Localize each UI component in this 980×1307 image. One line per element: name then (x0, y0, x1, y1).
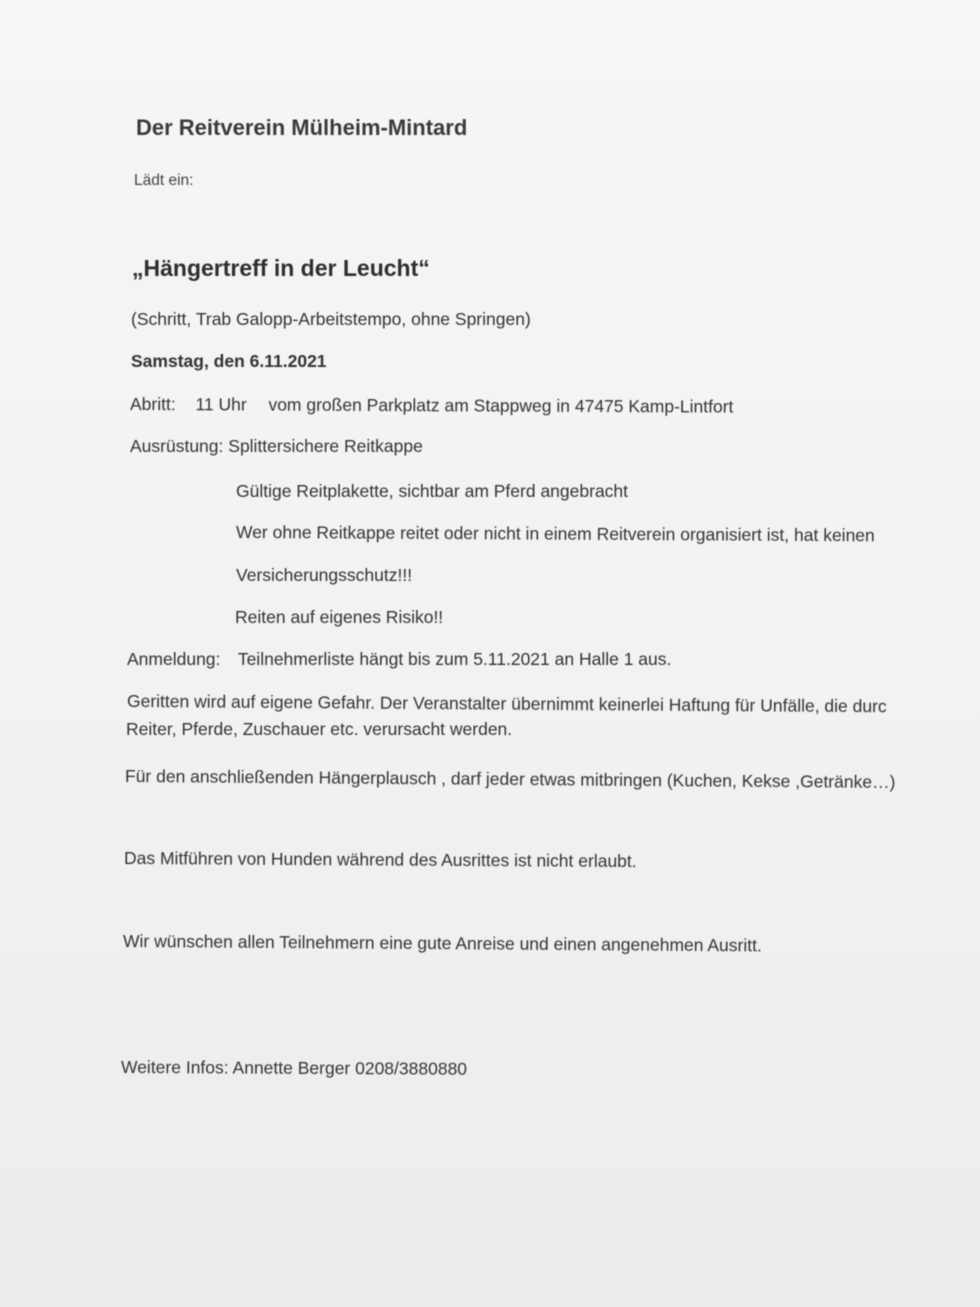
equipment-item: Reiten auf eigenes Risiko!! (235, 607, 444, 627)
departure-time: 11 Uhr (195, 394, 247, 415)
club-title: Der Reitverein Mülheim-Mintard (136, 115, 468, 140)
contact-text: Weitere Infos: Annette Berger 0208/3880880 (120, 1057, 468, 1079)
wishes-text: Wir wünschen allen Teilnehmern eine gute Anreise und einen angenehmen Ausritt. (122, 931, 762, 956)
dogs-text: Das Mitführen von Hunden während des Ausrittes ist nicht erlaubt. (123, 848, 637, 872)
equipment-line (130, 435, 423, 457)
registration-text: Teilnehmerliste hängt bis zum 5.11.2021 an Halle 1 aus. (237, 649, 672, 669)
registration-line (127, 648, 671, 670)
equipment-item: Wer ohne Reitkappe reitet oder nicht in einem Reitverein organisiert ist, hat keinen (235, 522, 875, 546)
equipment-item: Gültige Reitplakette, sichtbar am Pferd angebracht (236, 481, 629, 501)
event-subtitle: (Schritt, Trab Galopp-Arbeitstempo, ohne Springen) (131, 309, 531, 329)
event-date: Samstag, den 6.11.2021 (131, 351, 327, 371)
liability-line: Reiter, Pferde, Zuschauer etc. verursacht werden. (126, 719, 513, 739)
liability-line: Geritten wird auf eigene Gefahr. Der Veranstalter übernimmt keinerlei Haftung für Unfälle, die durc (126, 691, 887, 717)
equipment-label: Ausrüstung: (130, 436, 224, 456)
after-event-text: Für den anschließenden Hängerplausch , darf jeder etwas mitbringen (Kuchen, Kekse ,Getränke…) (124, 766, 896, 793)
invites-text: Lädt ein: (134, 172, 194, 189)
departure-location: vom großen Parkplatz am Stappweg in 47475 Kamp-Lintfort (268, 394, 734, 417)
registration-label: Anmeldung: (127, 649, 221, 669)
departure-line (130, 393, 734, 418)
equipment-item: Splittersichere Reitkappe (228, 436, 423, 456)
departure-label: Abritt: (129, 394, 176, 415)
equipment-item: Versicherungsschutz!!! (236, 565, 413, 585)
event-title: „Hängertreff in der Leucht“ (132, 255, 430, 281)
